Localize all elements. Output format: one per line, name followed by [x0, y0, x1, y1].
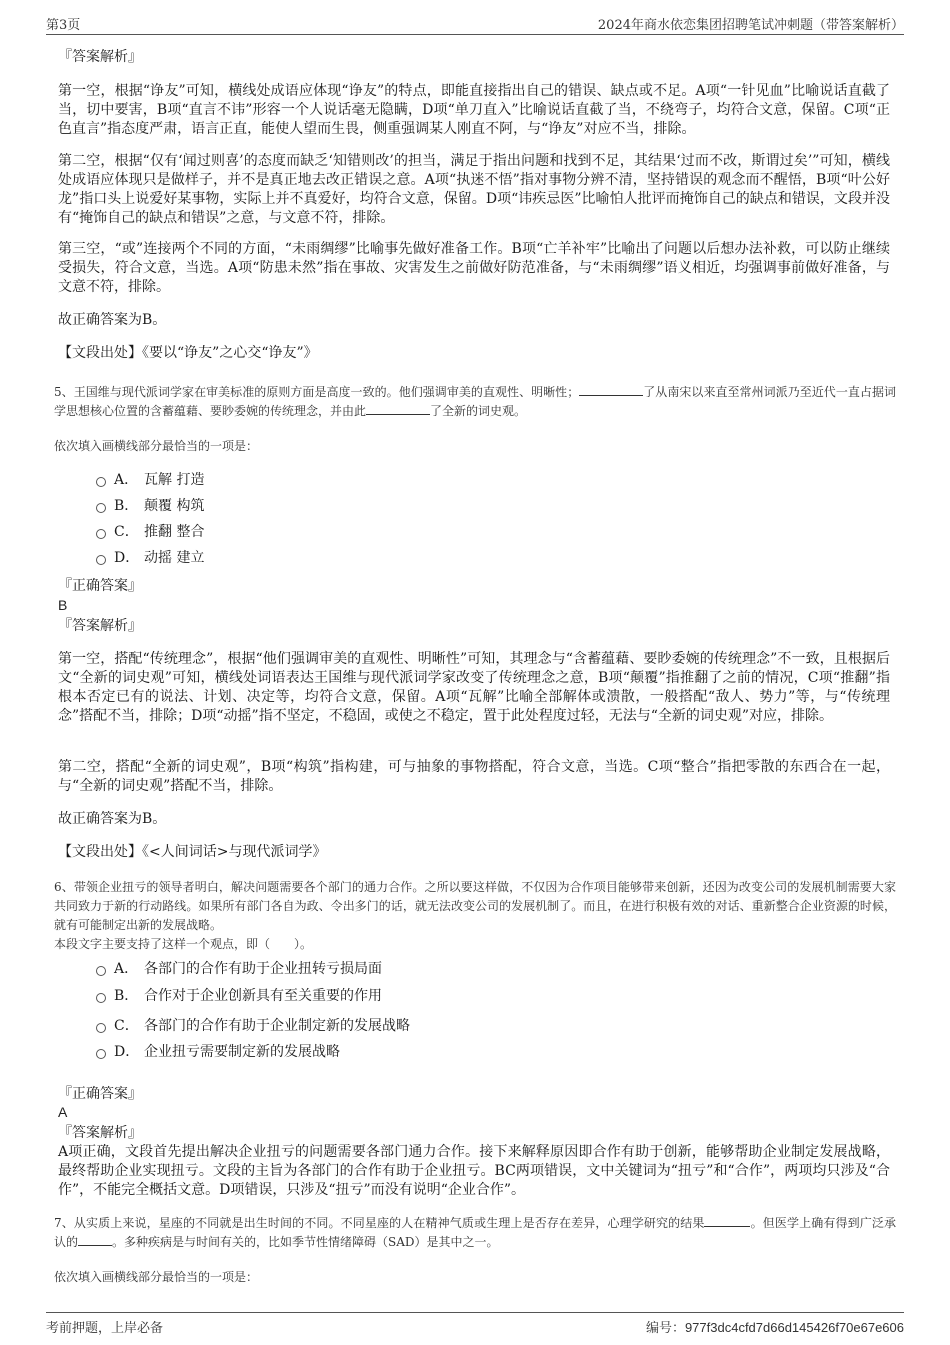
q5-stem-part: 了从南宋以来直至常州词派乃至近代一直占据词学思想核心位置的含蓄蕴藉、要眇委婉的传统理念，并由此 [54, 385, 896, 418]
q5-option-a[interactable] [96, 471, 204, 489]
q4-source: 【文段出处】《要以“诤友”之心交“诤友”》 [58, 345, 318, 361]
option-text: 推翻 整合 [144, 524, 205, 540]
q5-blank-2 [366, 402, 430, 415]
q6-answer-label: 『正确答案』 [58, 1086, 142, 1102]
option-letter: D． [114, 550, 140, 566]
q4-analysis-p3: 第三空，“或”连接两个不同的方面，“未雨绸缪”比喻事先做好准备工作。B项“亡羊补牢”比喻出了问题以后想办法补救，可以防止继续受损失，符合文意，当选。A项“防患未然”指在事故、灾害发生之前做好防范准备，与“未雨绸缪”语义相近，均强调事前做好准备，与文意不符，排除。 [58, 241, 890, 295]
q6-answer: A [58, 1104, 68, 1120]
option-text: 瓦解 打造 [144, 472, 205, 488]
page-footer [46, 1312, 904, 1335]
q7-stem-part: 。多种疾病是与时间有关的，比如季节性情绪障碍（SAD）是其中之一。 [112, 1235, 499, 1249]
option-letter: C． [114, 524, 139, 540]
option-letter: D． [114, 1044, 140, 1060]
option-text: 各部门的合作有助于企业制定新的发展战略 [144, 1018, 410, 1034]
document-title: 2024年商水依恋集团招聘笔试冲刺题（带答案解析） [597, 18, 904, 33]
q6-stem: 6、带领企业扭亏的领导者明白，解决问题需要各个部门的通力合作。之所以要这样做，不仅因为合作项目能够带来创新，还因为改变公司的发展机制需要大家共同致力于新的行动路线。如果所有部门各自为政、令出多门的话，就无法改变公司的发展机制了。而且，在进行积极有效的对话、重新整合企业资源的时候，就有可能制定出新的发展战略。 [54, 880, 896, 932]
code-value: 977f3dc4cfd7d66d145426f70e67e606 [684, 1320, 904, 1335]
option-text: 动摇 建立 [144, 550, 205, 566]
q6-option-a[interactable] [96, 960, 382, 978]
option-letter: A． [114, 472, 139, 488]
q6-analysis-label: 『答案解析』 [58, 1125, 142, 1141]
q5-source: 【文段出处】《<人间词话>与现代派词学》 [58, 844, 327, 860]
radio-icon[interactable] [96, 1049, 106, 1059]
q5-stem [54, 383, 896, 421]
option-text: 颠覆 构筑 [144, 498, 205, 514]
option-text: 合作对于企业创新具有至关重要的作用 [144, 988, 382, 1004]
radio-icon[interactable] [96, 993, 106, 1003]
radio-icon[interactable] [96, 1023, 106, 1033]
q6-option-d[interactable] [96, 1043, 340, 1061]
option-text: 各部门的合作有助于企业扭转亏损局面 [144, 961, 382, 977]
radio-icon[interactable] [96, 529, 106, 539]
footer-slogan: 考前押题，上岸必备 [46, 1321, 164, 1336]
radio-icon[interactable] [96, 966, 106, 976]
q6-analysis: A项正确，文段首先提出解决企业扭亏的问题需要各部门通力合作。接下来解释原因即合作有助于创新，能够帮助企业制定发展战略，最终帮助企业实现扭亏。文段的主旨为各部门的合作有助于企业扭亏。BC两项错误，文中关键词为“扭亏”和“合作”，两项均只涉及“合作”，不能完全概括文意。D项错误，只涉及“扭亏”而没有说明“企业合作”。 [58, 1144, 890, 1198]
q5-option-b[interactable] [96, 497, 204, 515]
q6-option-b[interactable] [96, 987, 382, 1005]
q5-instruction: 依次填入画横线部分最恰当的一项是： [54, 439, 259, 453]
option-letter: C． [114, 1018, 139, 1034]
q5-answer-label: 『正确答案』 [58, 578, 142, 594]
q7-stem-part: 。但医学上确有得到广泛承认的 [54, 1216, 896, 1249]
q5-option-d[interactable] [96, 549, 204, 567]
q5-option-c[interactable] [96, 523, 204, 541]
option-letter: A． [114, 961, 139, 977]
q5-analysis-p1: 第一空，搭配“传统理念”，根据“他们强调审美的直观性、明晰性”可知，其理念与“含蓄蕴藉、要眇委婉的传统理念”不一致，且根据后文“全新的词史观”可知，横线处词语表达王国维与现代派词学家改变了传统理念之意，B项“颠覆”指推翻了之前的情况，C项“推翻”指根本否定已有的说法、计划、决定等，均符合文意，保留。A项“瓦解”比喻全部解体或溃散，一般搭配“敌人、势力”等，与“传统理念”搭配不当，排除；D项“动摇”指不坚定，不稳固，或使之不稳定，置于此处程度过轻，无法与“全新的词史观”对应，排除。 [58, 651, 890, 724]
page-number: 第3页 [46, 18, 81, 33]
q7-blank-2 [78, 1233, 112, 1246]
q5-conclusion: 故正确答案为B。 [58, 811, 167, 827]
q7-blank-1 [704, 1214, 750, 1227]
q7-instruction: 依次填入画横线部分最恰当的一项是： [54, 1270, 259, 1284]
radio-icon[interactable] [96, 555, 106, 565]
radio-icon[interactable] [96, 477, 106, 487]
option-text: 企业扭亏需要制定新的发展战略 [144, 1044, 340, 1060]
q4-analysis-p2: 第二空，根据“仅有‘闻过则喜’的态度而缺乏‘知错则改’的担当，满足于指出问题和找到不足，其结果‘过而不改，斯谓过矣’”可知，横线处成语应体现只是做样子，并不是真正地去改正错误之意。A项“执迷不悟”指对事物分辨不清，坚持错误的观念而不醒悟，B项“叶公好龙”指口头上说爱好某事物，实际上并不真爱好，均符合文意，保留。D项“讳疾忌医”比喻怕人批评而掩饰自己的缺点和错误，文段并没有“掩饰自己的缺点和错误”之意，与文意不符，排除。 [58, 153, 890, 226]
option-letter: B． [114, 988, 139, 1004]
q5-analysis-label: 『答案解析』 [58, 618, 142, 634]
q5-answer: B [58, 597, 68, 613]
code-label: 编号： [645, 1320, 685, 1335]
q6-question: 本段文字主要支持了这样一个观点，即（ ）。 [54, 937, 313, 951]
q5-analysis-p2: 第二空，搭配“全新的词史观”，B项“构筑”指构建，可与抽象的事物搭配，符合文意，当选。C项“整合”指把零散的东西合在一起，与“全新的词史观”搭配不当，排除。 [58, 759, 890, 794]
q4-analysis-p1: 第一空，根据“诤友”可知，横线处成语应体现“诤友”的特点，即能直接指出自己的错误、缺点或不足。A项“一针见血”比喻说话直截了当，切中要害，B项“直言不讳”形容一个人说话毫无隐瞒，D项“单刀直入”比喻说话直截了当，不绕弯子，均符合文意，保留。C项“正色直言”指态度严肃，语言正直，能使人望而生畏，侧重强调某人刚直不阿，与“诤友”对应不当，排除。 [58, 83, 890, 137]
q5-stem-part: 了全新的词史观。 [430, 404, 527, 418]
q6-option-c[interactable] [96, 1017, 410, 1035]
radio-icon[interactable] [96, 503, 106, 513]
q4-conclusion: 故正确答案为B。 [58, 312, 167, 328]
q5-blank-1 [579, 383, 643, 396]
q5-stem-part: 5、王国维与现代派词学家在审美标准的原则方面是高度一致的。他们强调审美的直观性、明晰性； [54, 385, 580, 399]
option-letter: B． [114, 498, 139, 514]
document-code [646, 1317, 904, 1336]
q4-analysis-label: 『答案解析』 [58, 49, 142, 65]
q7-stem [54, 1214, 896, 1252]
q7-stem-part: 7、从实质上来说，星座的不同就是出生时间的不同。不同星座的人在精神气质或生理上是否存在差异，心理学研究的结果 [54, 1216, 705, 1230]
